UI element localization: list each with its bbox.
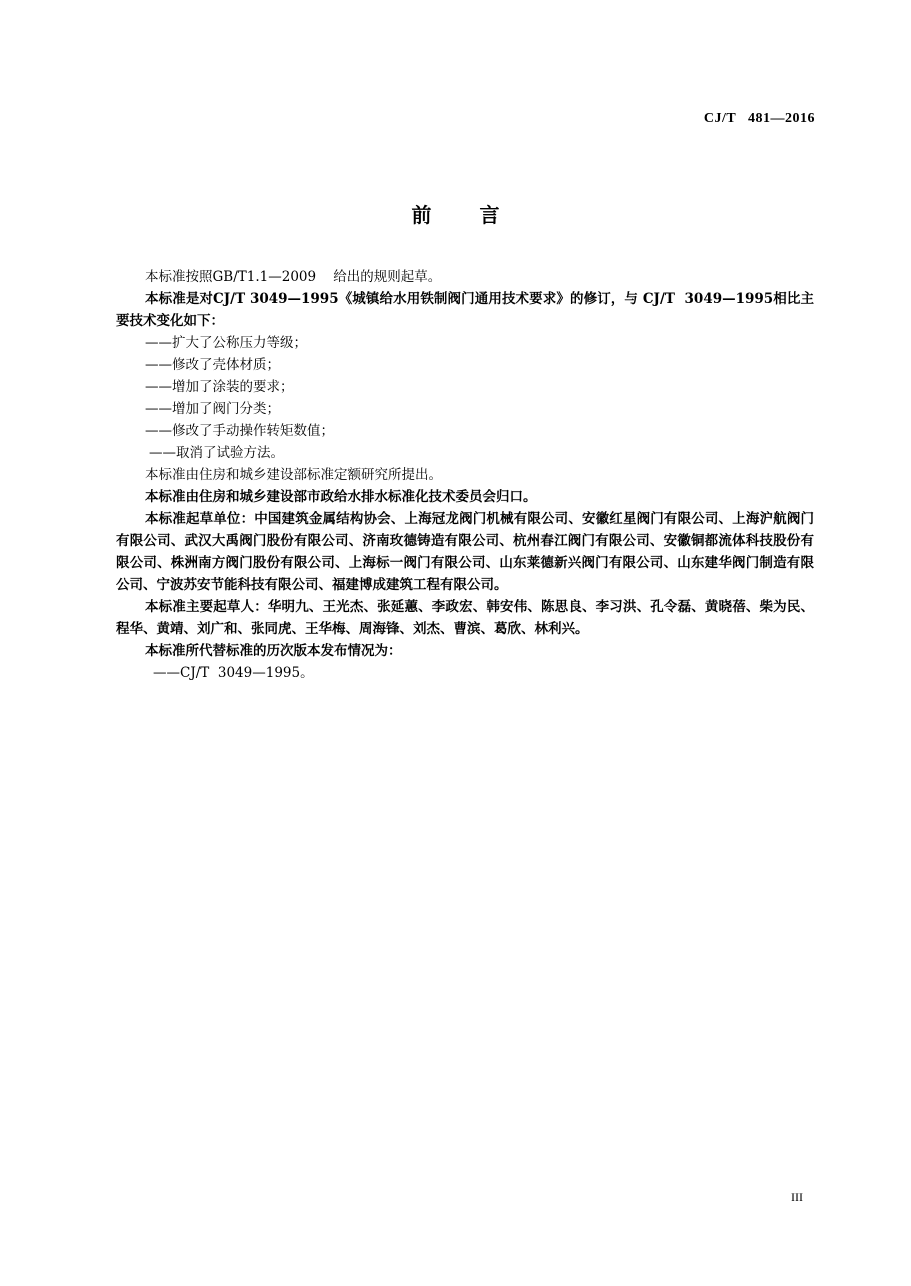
revision-paragraph: 本标准是对CJ/T 3049—1995《城镇给水用铁制阀门通用技术要求》的修订，与 CJ/T 3049—1995相比主要技术变化如下： [116,291,814,329]
list-item: ——取消了试验方法。 [149,445,284,461]
changes-list [116,332,814,464]
centralized-by-paragraph: 本标准由住房和城乡建设部市政给水排水标准化技术委员会归口。 [145,489,537,505]
page-number: III [791,1190,803,1204]
list-item: ——修改了手动操作转矩数值； [145,423,334,439]
history-intro-paragraph: 本标准所代替标准的历次版本发布情况为： [145,643,402,659]
list-item: ——修改了壳体材质； [145,357,280,373]
list-item: ——扩大了公称压力等级； [145,335,307,351]
basis-paragraph: 本标准按照GB/T1.1—2009 给出的规则起草。 [145,269,442,285]
list-item: ——增加了涂装的要求； [145,379,294,395]
proposed-by-paragraph: 本标准由住房和城乡建设部标准定额研究所提出。 [145,467,442,483]
document-body [116,266,814,684]
drafters-paragraph: 本标准主要起草人：华明九、王光杰、张延蕙、李政宏、韩安伟、陈思良、李习洪、孔令磊、黄晓蓓、柴为民、程华、黄靖、刘广和、张同虎、王华梅、周海锋、刘杰、曹滨、葛欣、林利兴。 [116,599,814,637]
drafting-units-paragraph: 本标准起草单位：中国建筑金属结构协会、上海冠龙阀门机械有限公司、安徽红星阀门有限公司、上海沪航阀门有限公司、武汉大禹阀门股份有限公司、济南玫德铸造有限公司、杭州春江阀门有限公司、安徽铜都流体科技股份有限公司、株洲南方阀门股份有限公司、上海标一阀门有限公司、山东莱德新兴阀门有限公司、山东建华阀门制造有限公司、宁波苏安节能科技有限公司、福建博成建筑工程有限公司。 [116,511,814,593]
list-item: ——增加了阀门分类； [145,401,280,417]
page-title: 前言 [411,203,548,228]
standard-code: CJ/T 481—2016 [703,111,815,126]
history-item: ——CJ/T 3049—1995。 [153,665,314,681]
